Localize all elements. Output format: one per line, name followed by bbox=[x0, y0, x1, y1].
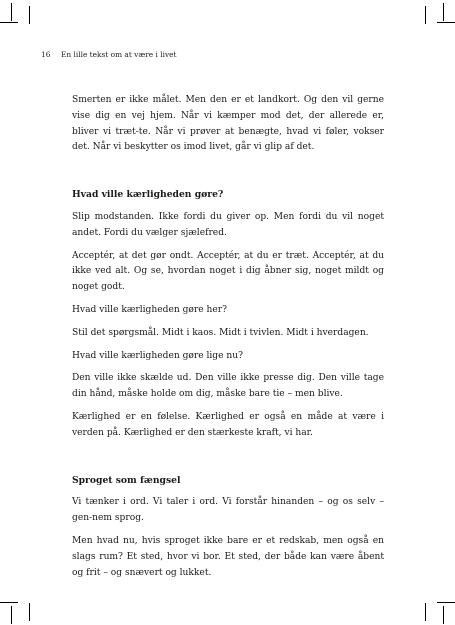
page-number: 16 bbox=[41, 50, 51, 59]
paragraph: Smerten er ikke målet. Men den er et landkort. Og den vil gerne vise dig en vej hjem. Når vi kæmper mod det, der allerede er, bliver vi træt-te. Når vi prøver at benægte, hvad vi føler, vokser det. Når vi beskytter os imod livet, går vi glip af det. bbox=[72, 95, 384, 153]
crop-mark bbox=[443, 3, 444, 21]
crop-mark bbox=[425, 6, 426, 24]
crop-mark bbox=[11, 3, 12, 21]
crop-mark bbox=[0, 22, 18, 23]
crop-mark bbox=[437, 602, 455, 603]
crop-mark bbox=[425, 603, 426, 621]
crop-mark bbox=[29, 603, 30, 621]
section-heading: Sproget som fængsel bbox=[72, 474, 181, 486]
crop-mark bbox=[0, 602, 18, 603]
crop-mark bbox=[29, 6, 30, 24]
paragraph: Stil det spørgsmål. Midt i kaos. Midt i tvivlen. Midt i hverdagen. bbox=[72, 327, 369, 338]
paragraph: Slip modstanden. Ikke fordi du giver op. Men fordi du vil noget andet. Fordi du vælger sjælefred. bbox=[72, 211, 384, 238]
running-head bbox=[41, 50, 177, 59]
paragraph: Vi tænker i ord. Vi taler i ord. Vi forstår hinanden – og os selv – gen-nem sprog. bbox=[72, 497, 384, 524]
section-heading: Hvad ville kærligheden gøre? bbox=[72, 189, 224, 201]
body-text bbox=[72, 93, 384, 581]
paragraph: Den ville ikke skælde ud. Den ville ikke presse dig. Den ville tage din hånd, måske holde om dig, måske bare tie – men blive. bbox=[72, 373, 384, 400]
crop-mark bbox=[11, 606, 12, 624]
paragraph: Hvad ville kærligheden gøre her? bbox=[72, 304, 227, 315]
crop-mark bbox=[443, 606, 444, 624]
paragraph: Kærlighed er en følelse. Kærlighed er også en måde at være i verden på. Kærlighed er den stærkeste kraft, vi har. bbox=[72, 411, 384, 438]
paragraph: Acceptér, at det gør ondt. Acceptér, at du er træt. Acceptér, at du ikke ved alt. Og se, hvordan noget i dig åbner sig, noget mildt og noget godt. bbox=[72, 250, 384, 293]
crop-mark bbox=[437, 22, 455, 23]
running-head-title: En lille tekst om at være i livet bbox=[61, 50, 177, 59]
paragraph: Hvad ville kærligheden gøre lige nu? bbox=[72, 350, 243, 361]
paragraph: Men hvad nu, hvis sproget ikke bare er et redskab, men også en slags rum? Et sted, hvor vi bor. Et sted, der både kan være åbent og frit – og snævert og lukket. bbox=[72, 535, 384, 578]
